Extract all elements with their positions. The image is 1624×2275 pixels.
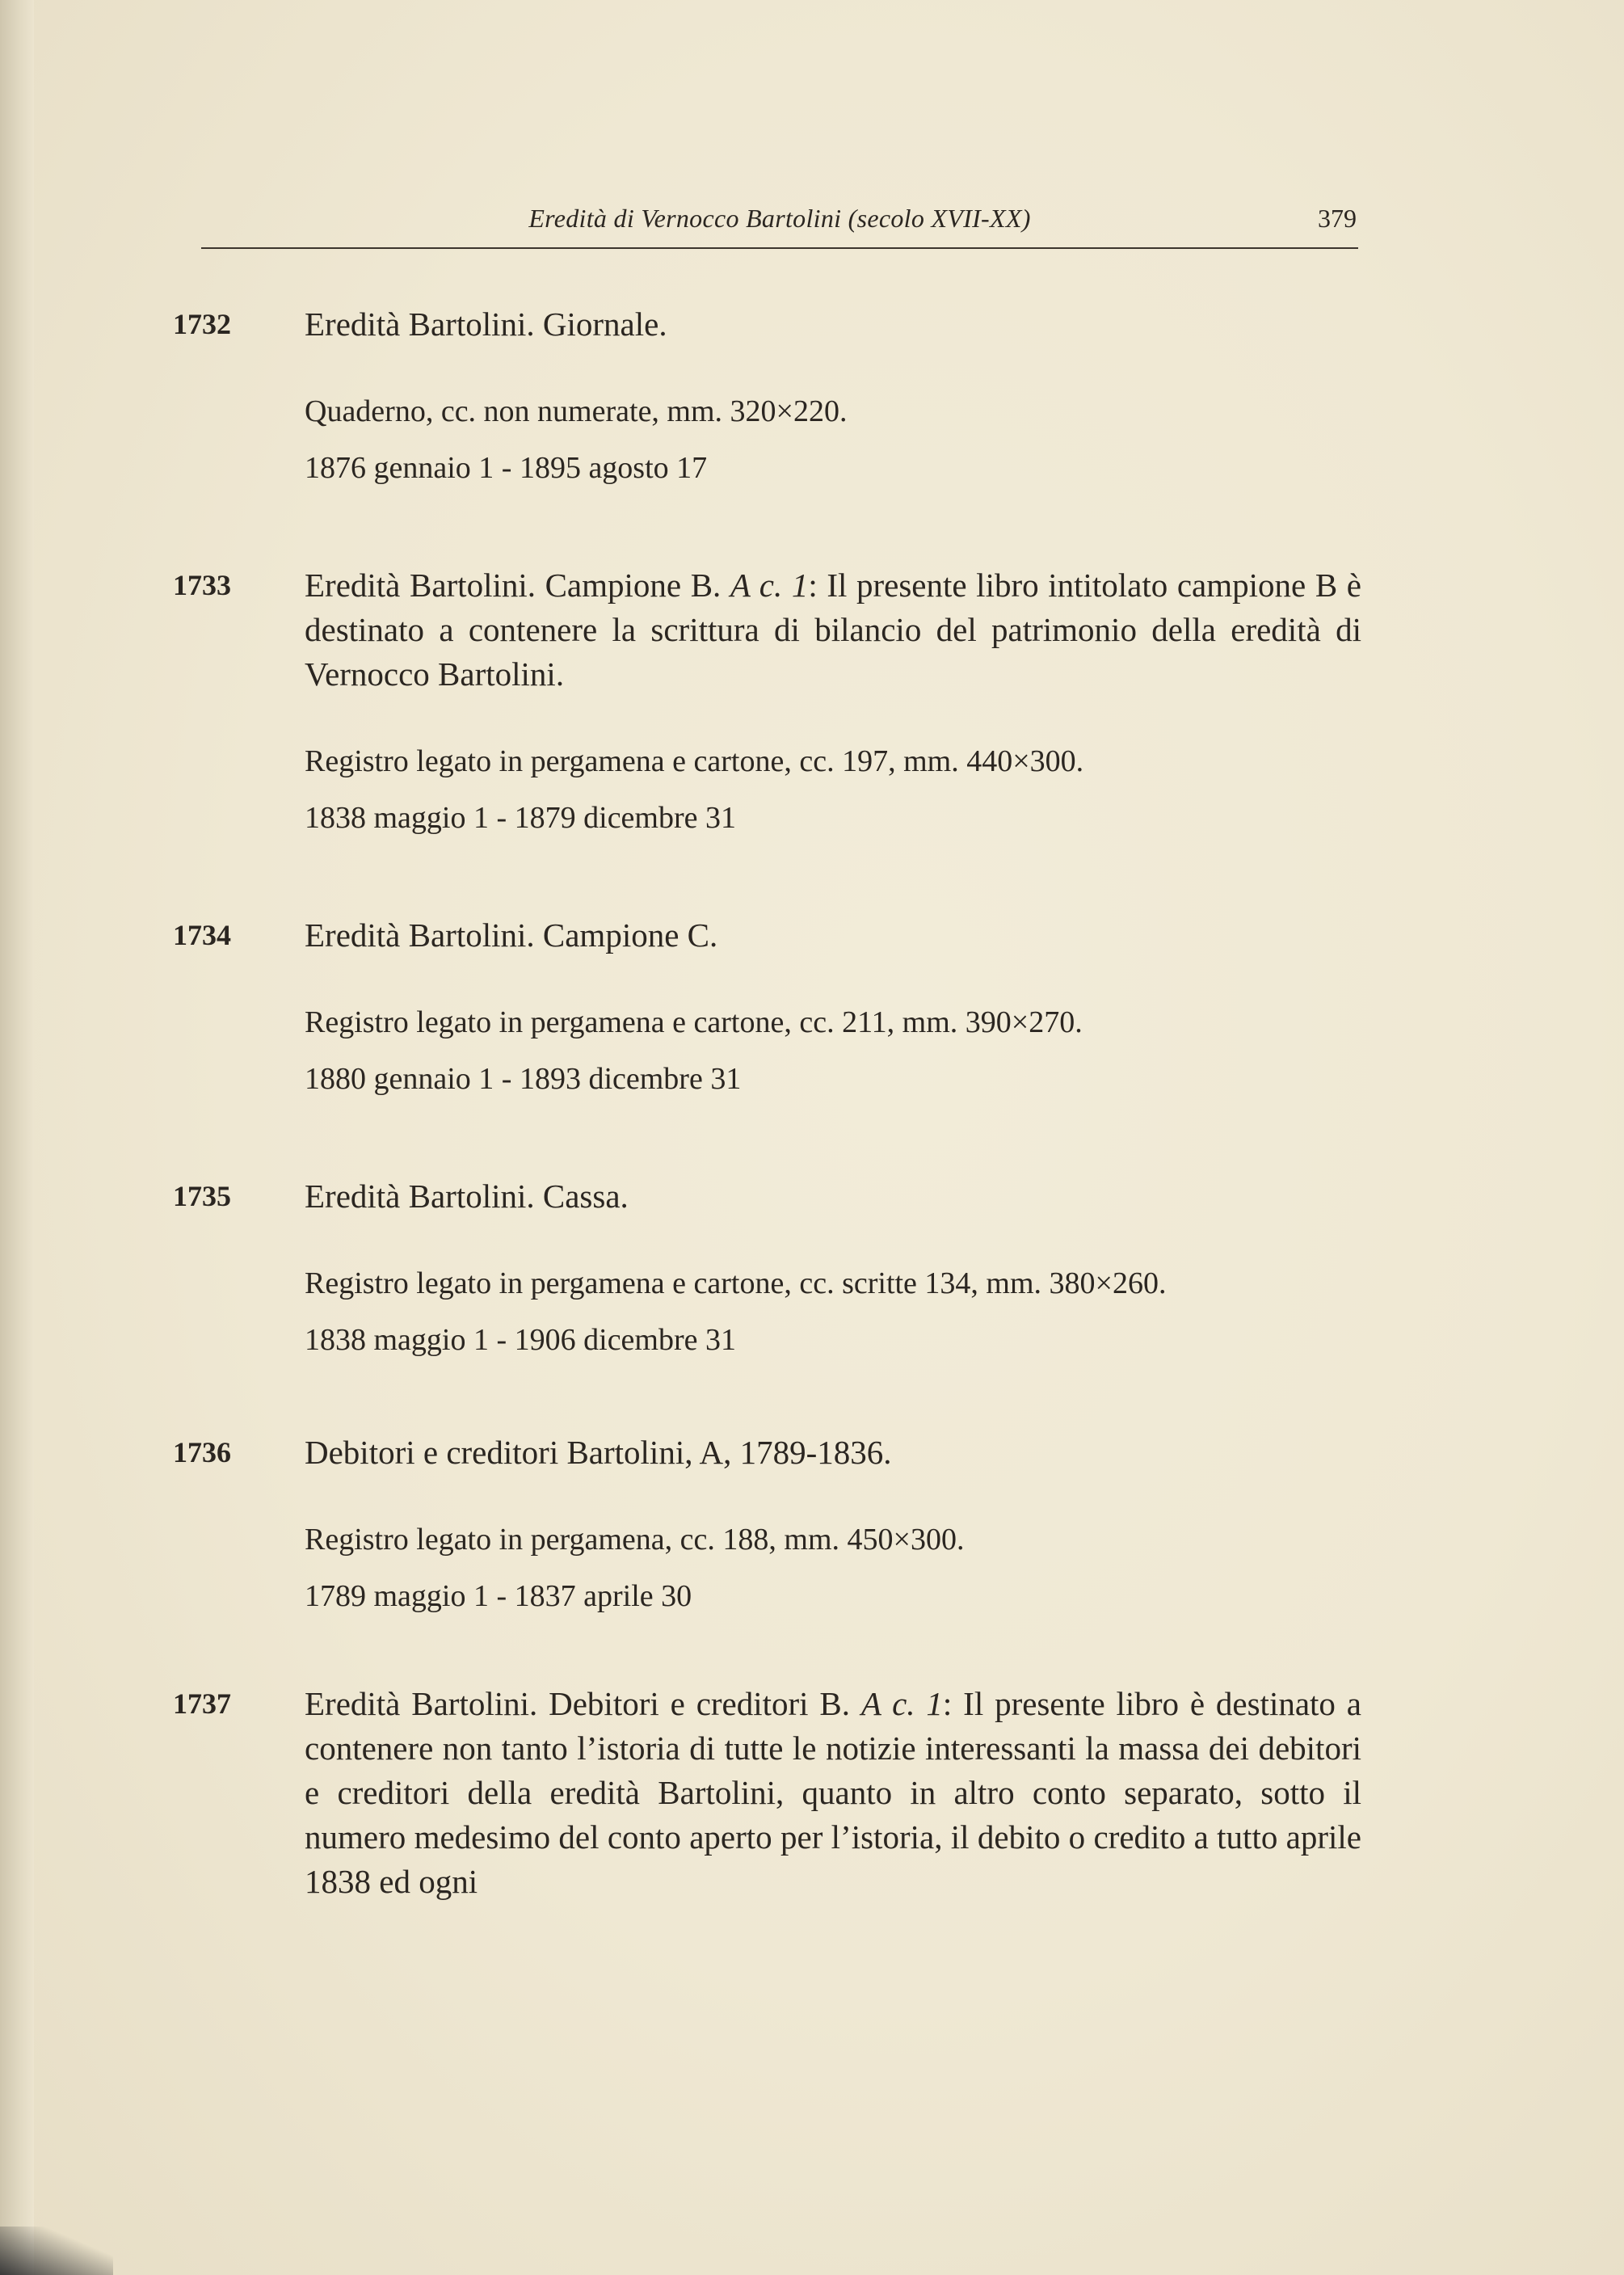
entry-title: Eredità Bartolini. Cassa. (305, 1178, 629, 1215)
entry-title-italic: A c. 1 (860, 1685, 943, 1722)
entry-date: 1838 maggio 1 - 1879 dicembre 31 (305, 801, 737, 835)
entry-date: 1876 gennaio 1 - 1895 agosto 17 (305, 451, 708, 485)
entry-title: Eredità Bartolini. Campione C. (305, 916, 718, 954)
entry-number: 1732 (173, 308, 231, 340)
entry-description: Registro legato in pergamena, cc. 188, mm. 450×300. (305, 1523, 965, 1557)
entry-title-text-cont: : Il presente libro intitolato campione B è destinato a contenere la scrittura di bilancio del patrimonio della eredità di Vernocco Bartolini. (305, 567, 1361, 693)
entry-title: Eredità Bartolini. Giornale. (305, 305, 667, 343)
entry-number: 1735 (173, 1180, 231, 1212)
entry-title: Debitori e creditori Bartolini, A, 1789-1836. (305, 1434, 892, 1471)
page-number: 379 (1318, 204, 1357, 233)
entry-title-text-cont: : Il presente libro è destinato a contenere non tanto l’istoria di tutte le notizie interessanti la massa dei debitori e creditori della eredità Bartolini, quanto in altro conto separato, sotto il numero medesimo del conto aperto per l’istoria, il debito o credito a tutto aprile 1838 ed ogni (305, 1685, 1361, 1900)
entry-date: 1880 gennaio 1 - 1893 dicembre 31 (305, 1062, 742, 1096)
book-gutter (0, 0, 34, 2275)
entry-number: 1734 (173, 919, 231, 951)
entry-number: 1733 (173, 569, 231, 601)
entry-title (305, 1682, 1361, 1904)
entry-date: 1838 maggio 1 - 1906 dicembre 31 (305, 1323, 737, 1357)
entry-number: 1737 (173, 1687, 231, 1720)
entry-description: Registro legato in pergamena e cartone, cc. 197, mm. 440×300. (305, 744, 1084, 778)
running-title: Eredità di Vernocco Bartolini (secolo XVII-XX) (528, 204, 1031, 233)
scan-shadow (0, 2227, 113, 2275)
entry-description: Quaderno, cc. non numerate, mm. 320×220. (305, 394, 848, 428)
entry-date: 1789 maggio 1 - 1837 aprile 30 (305, 1579, 692, 1613)
entry-title-text: Eredità Bartolini. Debitori e creditori B. (305, 1685, 861, 1722)
running-header (201, 202, 1358, 249)
entry-title-italic: A c. 1 (730, 567, 809, 604)
entry-title-text: Eredità Bartolini. Campione B. (305, 567, 730, 604)
entry-number: 1736 (173, 1436, 231, 1468)
entry-title (305, 563, 1361, 697)
entry-description: Registro legato in pergamena e cartone, cc. scritte 134, mm. 380×260. (305, 1266, 1167, 1300)
entry-description: Registro legato in pergamena e cartone, cc. 211, mm. 390×270. (305, 1005, 1083, 1039)
